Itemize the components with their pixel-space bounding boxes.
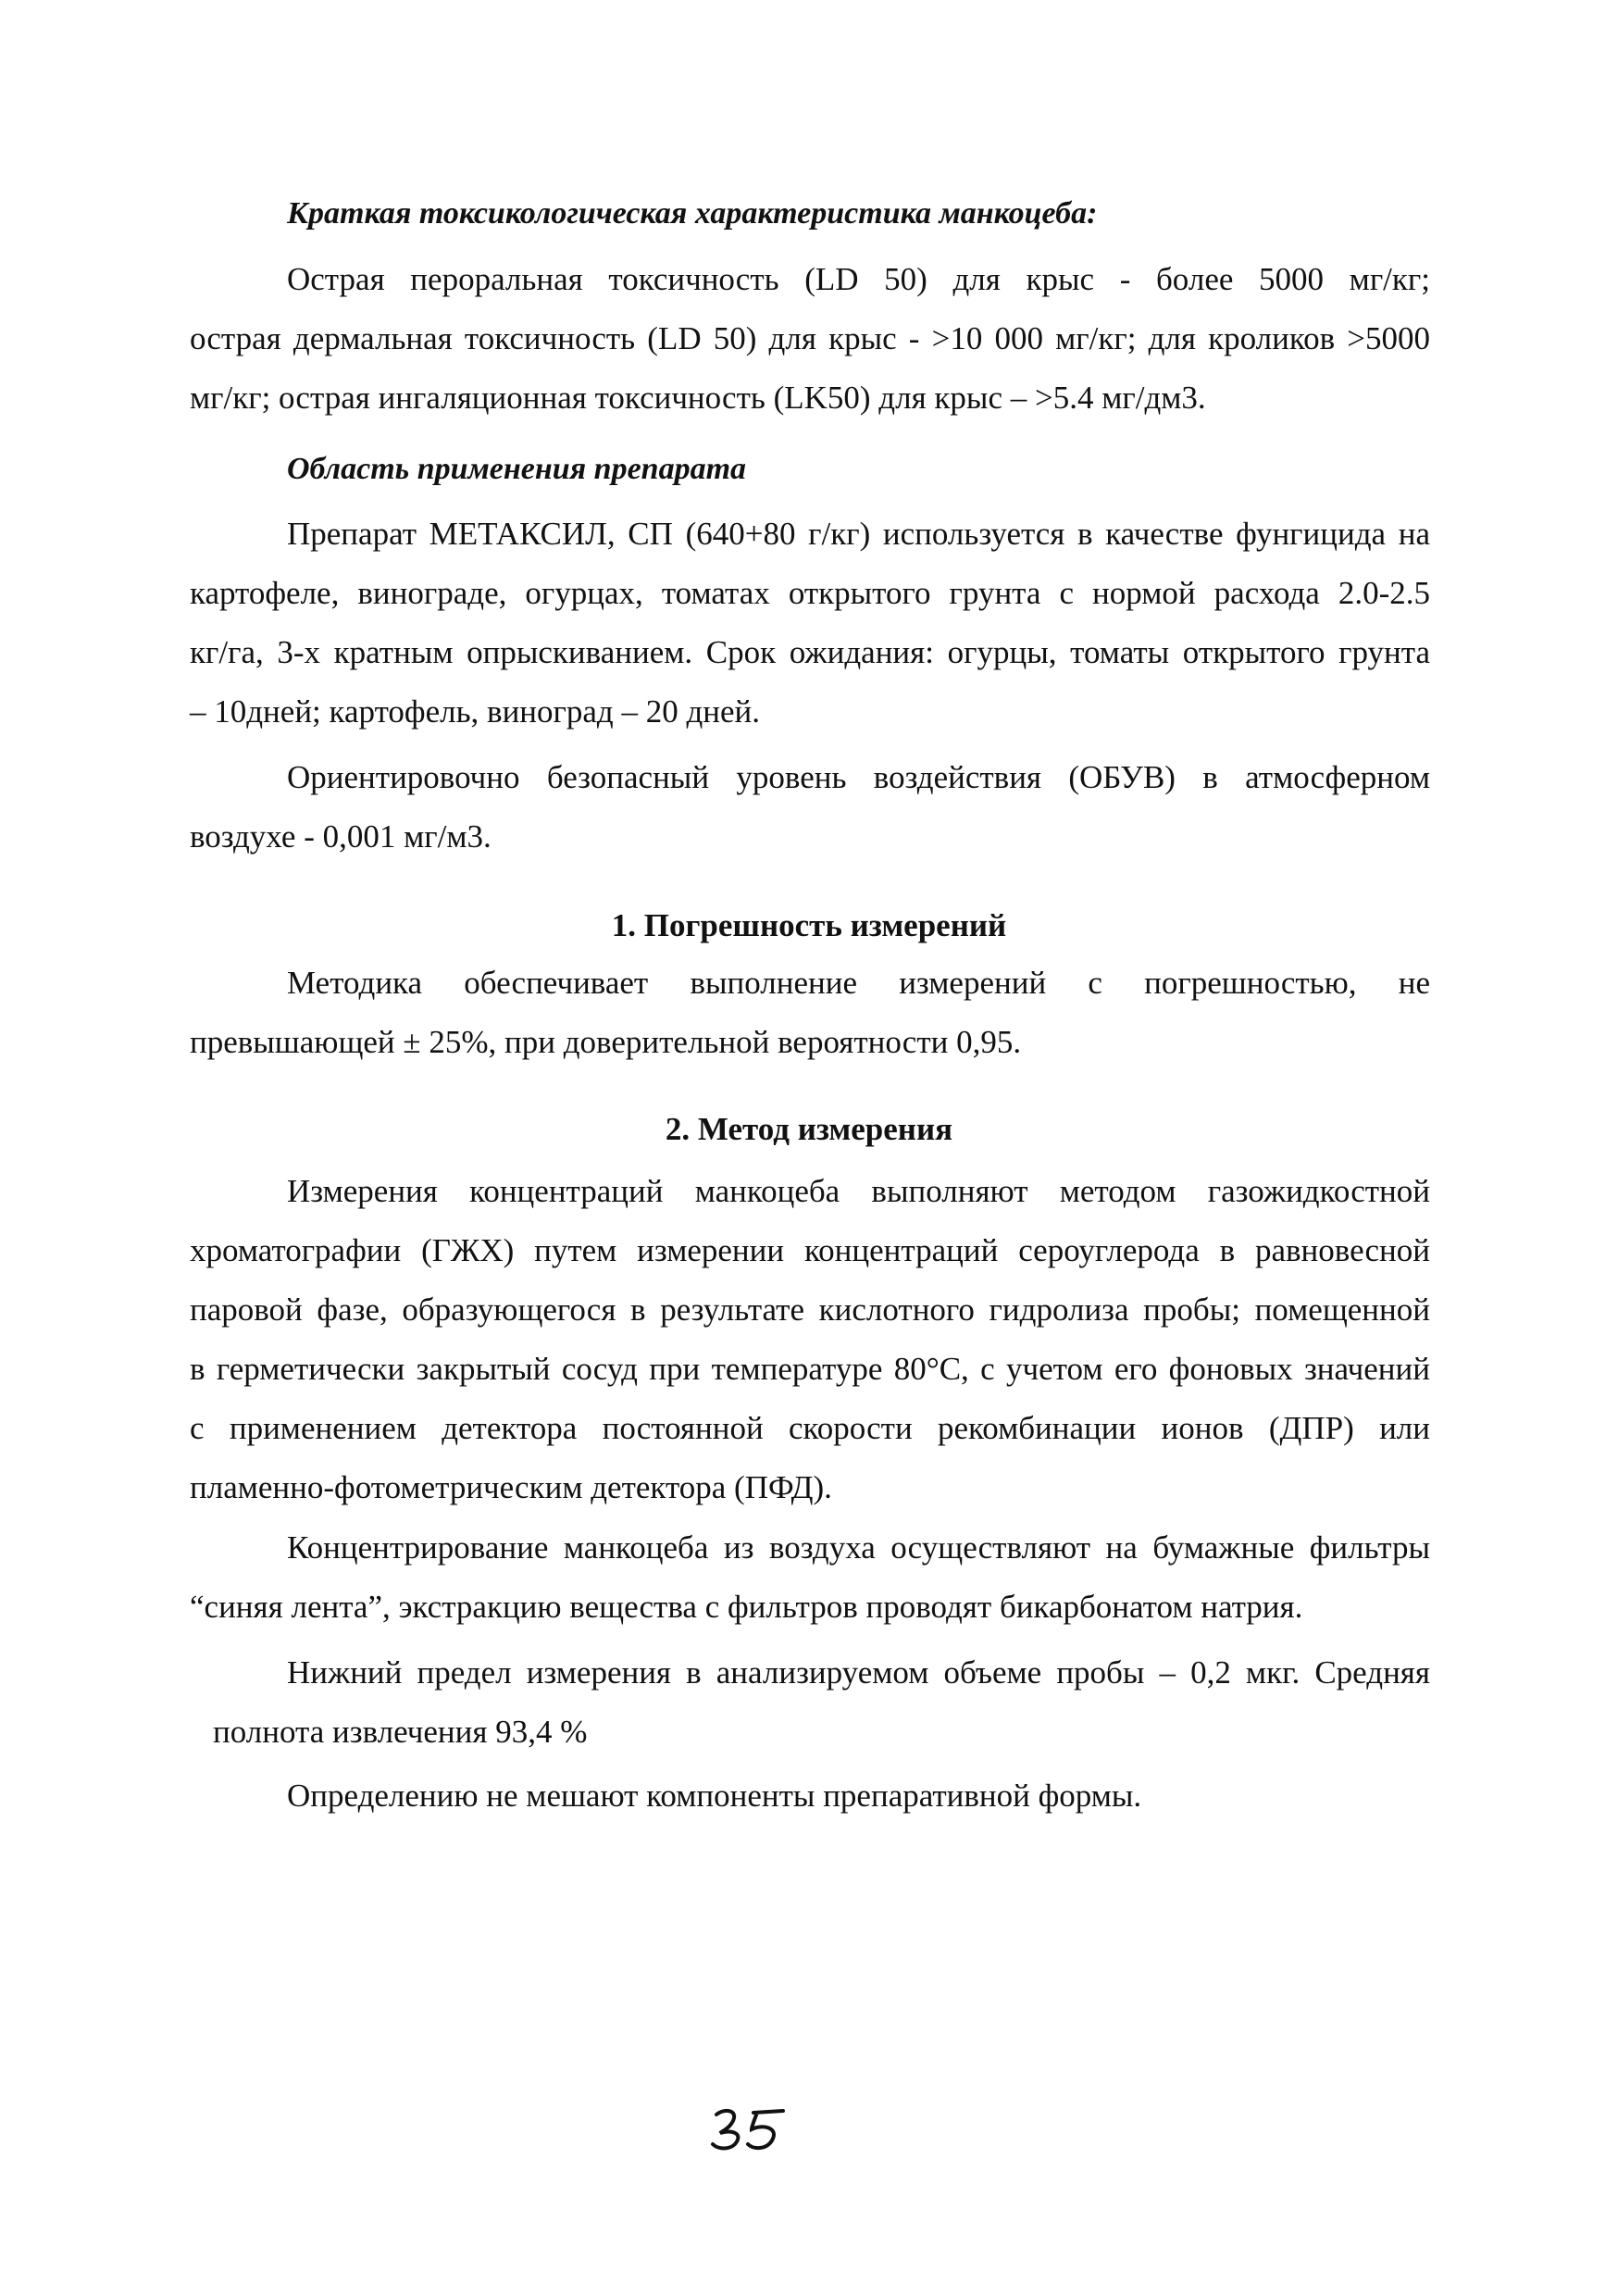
- text-line: “синяя лента”, экстракцию вещества с фильтров проводят бикарбонатом натрия.: [190, 1589, 1303, 1625]
- text-line: Острая пероральная токсичность (LD 50) для крыс - более 5000 мг/кг;: [287, 261, 1430, 297]
- method-paragraph-3: [190, 1643, 1430, 1762]
- method-paragraph-2: [190, 1518, 1430, 1637]
- text-line: Нижний предел измерения в анализируемом объеме пробы – 0,2 мкг. Средняя: [287, 1654, 1430, 1691]
- obuv-paragraph: [190, 748, 1430, 867]
- text-line: мг/кг; острая ингаляционная токсичность (LK50) для крыс – >5.4 мг/дм3.: [190, 380, 1206, 416]
- application-heading: Область применения препарата: [287, 452, 747, 486]
- toxicology-paragraph: [190, 250, 1430, 428]
- toxicology-heading: Краткая токсикологическая характеристика манкоцеба:: [287, 196, 1098, 231]
- text-line: острая дермальная токсичность (LD 50) для крыс - >10 000 мг/кг; для кроликов >5000: [190, 320, 1430, 356]
- error-heading: 1. Погрешность измерений: [611, 907, 1007, 943]
- text-line: в герметически закрытый сосуд при температуре 80°С, с учетом его фоновых значений: [190, 1351, 1430, 1387]
- text-line: хроматографии (ГЖХ) путем измерении концентраций сероуглерода в равновесной: [190, 1232, 1430, 1268]
- text-line: с применением детектора постоянной скорости рекомбинации ионов (ДПР) или: [190, 1410, 1430, 1446]
- application-paragraph: [190, 505, 1430, 742]
- text-line: Определению не мешают компоненты препаративной формы.: [287, 1778, 1142, 1814]
- text-line: – 10дней; картофель, виноград – 20 дней.: [190, 693, 761, 730]
- error-paragraph: [190, 954, 1430, 1072]
- text-line: полнота извлечения 93,4 %: [213, 1714, 588, 1750]
- text-line: пламенно-фотометрическим детектора (ПФД).: [190, 1469, 832, 1505]
- text-line: Концентрирование манкоцеба из воздуха осуществляют на бумажные фильтры: [287, 1529, 1430, 1566]
- method-paragraph-4: [190, 1766, 1430, 1826]
- method-heading: 2. Метод измерения: [665, 1111, 953, 1147]
- handwritten-page-number: [703, 2102, 796, 2157]
- text-line: картофеле, винограде, огурцах, томатах открытого грунта с нормой расхода 2.0-2.5: [190, 575, 1430, 611]
- text-line: Измерения концентраций манкоцеба выполняют методом газожидкостной: [287, 1173, 1430, 1209]
- text-line: паровой фазе, образующегося в результате кислотного гидролиза пробы; помещенной: [190, 1292, 1430, 1328]
- text-line: воздухе - 0,001 мг/м3.: [190, 818, 492, 855]
- text-line: Методика обеспечивает выполнение измерений с погрешностью, не: [287, 965, 1430, 1001]
- text-line: Ориентировочно безопасный уровень воздействия (ОБУВ) в атмосферном: [287, 759, 1430, 795]
- text-line: Препарат МЕТАКСИЛ, СП (640+80 г/кг) используется в качестве фунгицида на: [287, 516, 1430, 552]
- text-line: превышающей ± 25%, при доверительной вероятности 0,95.: [190, 1024, 1022, 1060]
- text-line: кг/га, 3-х кратным опрыскиванием. Срок ожидания: огурцы, томаты открытого грунта: [190, 634, 1430, 670]
- method-paragraph-1: [190, 1162, 1430, 1517]
